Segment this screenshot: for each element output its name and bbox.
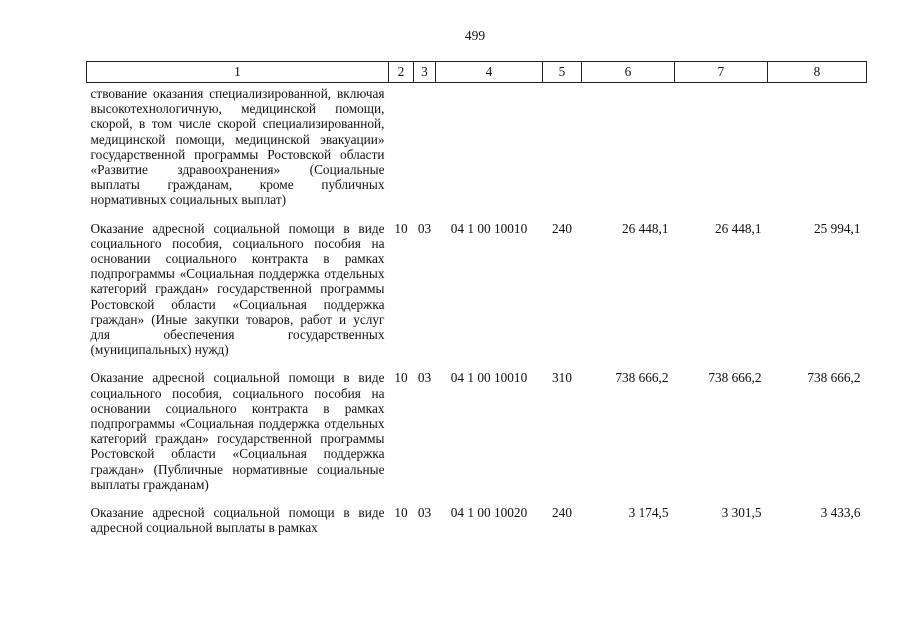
row-amount-2: 738 666,2 (708, 370, 762, 386)
page-number: 499 (464, 28, 486, 43)
row-target-code: 04 1 00 10010 (450, 220, 528, 236)
row-expense-type: 240 (552, 505, 572, 521)
row-description: Оказание адресной социальной помощи в виде социального пособия, социального пособия на основании социального контракта в рамках подпрограммы «Социальная поддержка отдельных категорий граждан» государственной программы Ростовской области «Социальная поддержка граждан» (Публичные нормативные социальные выплаты гражданам) (90, 370, 385, 492)
row-target-code (436, 83, 543, 221)
column-header-3: 3 (414, 62, 436, 83)
table-row (87, 83, 867, 221)
row-amount-2: 3 301,5 (721, 505, 762, 521)
table-header-row (87, 62, 867, 83)
row-amount-2 (675, 83, 768, 221)
row-amount-3: 738 666,2 (807, 370, 861, 386)
row-amount-1: 3 174,5 (628, 505, 669, 521)
column-header-4: 4 (436, 62, 543, 83)
table-row (87, 221, 867, 371)
row-description: Оказание адресной социальной помощи в виде социального пособия, социального пособия на основании социального контракта в рамках подпрограммы «Социальная поддержка отдельных категорий граждан» государственной программы Ростовской области «Социальная поддержка граждан» (Иные закупки товаров, работ и услуг для обеспечения государственных (муниципальных) нужд) (90, 220, 385, 358)
column-header-2: 2 (389, 62, 414, 83)
row-amount-3 (768, 83, 867, 221)
row-section (389, 83, 414, 221)
row-section: 10 (394, 220, 408, 236)
table-row (87, 370, 867, 505)
row-description: ствование оказания специализированной, включая высокотехнологичную, медицинской помощи, скорой, в том числе скорой специализированной, медицинской помощи, медицинской эвакуации» государственной программы Ростовской области «Развитие здравоохранения» (Социальные выплаты гражданам, кроме публичных нормативных социальных выплат) (90, 86, 385, 208)
row-amount-1: 738 666,2 (615, 370, 669, 386)
row-amount-1 (582, 83, 675, 221)
row-amount-3: 3 433,6 (820, 505, 861, 521)
row-target-code: 04 1 00 10010 (450, 370, 528, 386)
budget-table (86, 61, 867, 535)
row-expense-type (543, 83, 582, 221)
column-header-8: 8 (768, 62, 867, 83)
column-header-7: 7 (675, 62, 768, 83)
row-section: 10 (394, 505, 408, 521)
row-section: 10 (394, 370, 408, 386)
row-expense-type: 240 (552, 220, 572, 236)
column-header-6: 6 (582, 62, 675, 83)
column-header-5: 5 (543, 62, 582, 83)
row-amount-1: 26 448,1 (621, 220, 669, 236)
row-subsection: 03 (417, 370, 432, 386)
row-subsection (414, 83, 436, 221)
row-description: Оказание адресной социальной помощи в виде адресной социальной выплаты в рамках (90, 505, 385, 536)
row-amount-3: 25 994,1 (813, 220, 861, 236)
row-target-code: 04 1 00 10020 (450, 505, 528, 521)
row-expense-type: 310 (552, 370, 572, 386)
column-header-1: 1 (87, 62, 389, 83)
row-subsection: 03 (417, 220, 432, 236)
row-subsection: 03 (417, 505, 432, 521)
row-amount-2: 26 448,1 (714, 220, 762, 236)
table-row (87, 505, 867, 535)
